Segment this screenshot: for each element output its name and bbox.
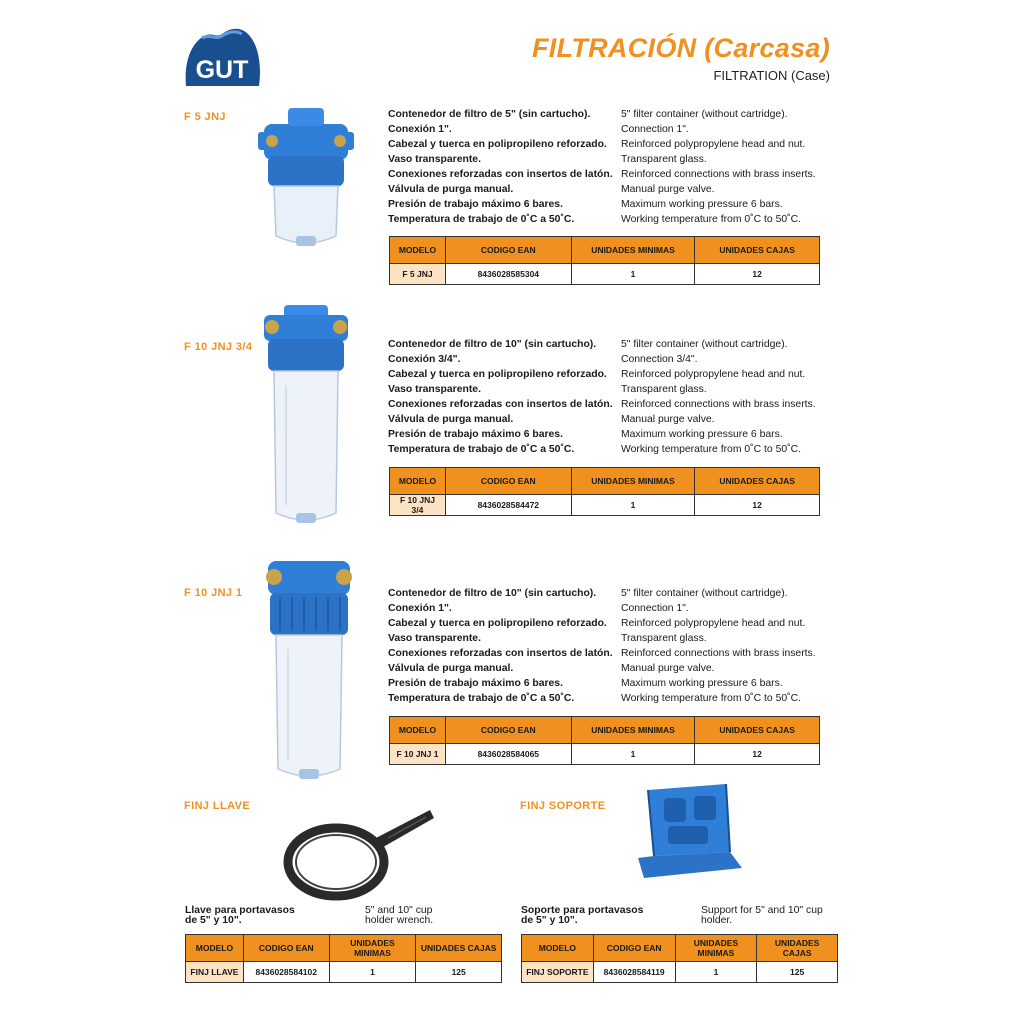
spec-row: Conexión 1". Connection 1". [388, 124, 689, 135]
product-table-f10jnj34 [389, 467, 820, 516]
table-header-row: MODELO CODIGO EAN UNIDADES MINIMAS UNIDADES CAJAS [390, 717, 820, 744]
table-row: FINJ SOPORTE 8436028584119 1 125 [522, 962, 838, 983]
support-bracket-image [634, 782, 746, 886]
spec-row: Cabezal y tuerca en polipropileno reforzado. Reinforced polypropylene head and nut. [388, 139, 806, 150]
table-row: F 10 JNJ 3/4 8436028584472 1 12 [390, 495, 820, 516]
spec-row: Cabezal y tuerca en polipropileno reforzado. Reinforced polypropylene head and nut. [388, 369, 806, 380]
spec-row: Vaso transparente. Transparent glass. [388, 633, 707, 644]
spec-row: Vaso transparente. Transparent glass. [388, 384, 707, 395]
spec-row: Presión de trabajo máximo 6 bares. Maximum working pressure 6 bars. [388, 678, 783, 689]
accessory-desc-finj-llave: Llave para portavasos de 5" y 10". 5" and 10" cup holder wrench. [185, 905, 434, 926]
spec-row: Conexiones reforzadas con insertos de latón. Reinforced connections with brass inserts. [388, 399, 816, 410]
spec-row: Presión de trabajo máximo 6 bares. Maximum working pressure 6 bars. [388, 199, 783, 210]
table-row: F 10 JNJ 1 8436028584065 1 12 [390, 744, 820, 765]
table-row: FINJ LLAVE 8436028584102 1 125 [186, 962, 502, 983]
spec-row: Cabezal y tuerca en polipropileno reforzado. Reinforced polypropylene head and nut. [388, 618, 806, 629]
accessory-desc-finj-soporte: Soporte para portavasos de 5" y 10". Support for 5" and 10" cup holder. [521, 905, 823, 926]
product-name-f5jnj: F 5 JNJ [184, 111, 226, 123]
spec-row: Conexión 1". Connection 1". [388, 603, 689, 614]
spec-row: Válvula de purga manual. Manual purge valve. [388, 184, 715, 195]
gut-logo [182, 24, 262, 92]
page-title: FILTRACIÓN (Carcasa) [531, 33, 830, 63]
spec-list-f10jnj34 [388, 337, 838, 457]
spec-list-f10jnj1 [388, 586, 838, 706]
spec-list-f5jnj [388, 107, 838, 227]
spec-row: Contenedor de filtro de 5" (sin cartucho). 5" filter container (without cartridge). [388, 109, 788, 120]
table-header-row: MODELO CODIGO EAN UNIDADES MINIMAS UNIDADES CAJAS [186, 935, 502, 962]
spec-row: Válvula de purga manual. Manual purge valve. [388, 414, 715, 425]
accessory-table-finj-soporte [521, 934, 838, 983]
filter-housing-10in-34-image [260, 305, 352, 527]
spec-row: Presión de trabajo máximo 6 bares. Maximum working pressure 6 bars. [388, 429, 783, 440]
product-name-finj-llave: FINJ LLAVE [184, 800, 251, 812]
spec-row: Conexiones reforzadas con insertos de latón. Reinforced connections with brass inserts. [388, 169, 816, 180]
filter-housing-5in-image [258, 104, 354, 250]
product-table-f10jnj1 [389, 716, 820, 765]
spec-row: Temperatura de trabajo de 0˚C a 50˚C. Working temperature from 0˚C to 50˚C. [388, 214, 801, 225]
logo-text: GUT [195, 56, 249, 84]
spec-row: Temperatura de trabajo de 0˚C a 50˚C. Working temperature from 0˚C to 50˚C. [388, 693, 801, 704]
spec-row: Contenedor de filtro de 10" (sin cartucho). 5" filter container (without cartridge). [388, 339, 788, 350]
table-header-row: MODELO CODIGO EAN UNIDADES MINIMAS UNIDADES CAJAS [390, 468, 820, 495]
table-header-row: MODELO CODIGO EAN UNIDADES MINIMAS UNIDADES CAJAS [390, 237, 820, 264]
spec-row: Conexiones reforzadas con insertos de latón. Reinforced connections with brass inserts. [388, 648, 816, 659]
wrench-image [276, 804, 436, 904]
spec-row: Contenedor de filtro de 10" (sin cartucho). 5" filter container (without cartridge). [388, 588, 788, 599]
filter-housing-10in-1-image [262, 557, 356, 785]
product-name-finj-soporte: FINJ SOPORTE [520, 800, 606, 812]
table-header-row: MODELO CODIGO EAN UNIDADES MINIMAS UNIDADES CAJAS [522, 935, 838, 962]
product-name-f10jnj34: F 10 JNJ 3/4 [184, 341, 253, 353]
product-table-f5jnj [389, 236, 820, 285]
spec-row: Temperatura de trabajo de 0˚C a 50˚C. Working temperature from 0˚C to 50˚C. [388, 444, 801, 455]
table-row: F 5 JNJ 8436028585304 1 12 [390, 264, 820, 285]
page-subtitle: FILTRATION (Case) [713, 68, 830, 83]
accessory-table-finj-llave [185, 934, 502, 983]
spec-row: Válvula de purga manual. Manual purge valve. [388, 663, 715, 674]
product-name-f10jnj1: F 10 JNJ 1 [184, 587, 243, 599]
spec-row: Conexión 3/4". Connection 3/4". [388, 354, 698, 365]
spec-row: Vaso transparente. Transparent glass. [388, 154, 707, 165]
